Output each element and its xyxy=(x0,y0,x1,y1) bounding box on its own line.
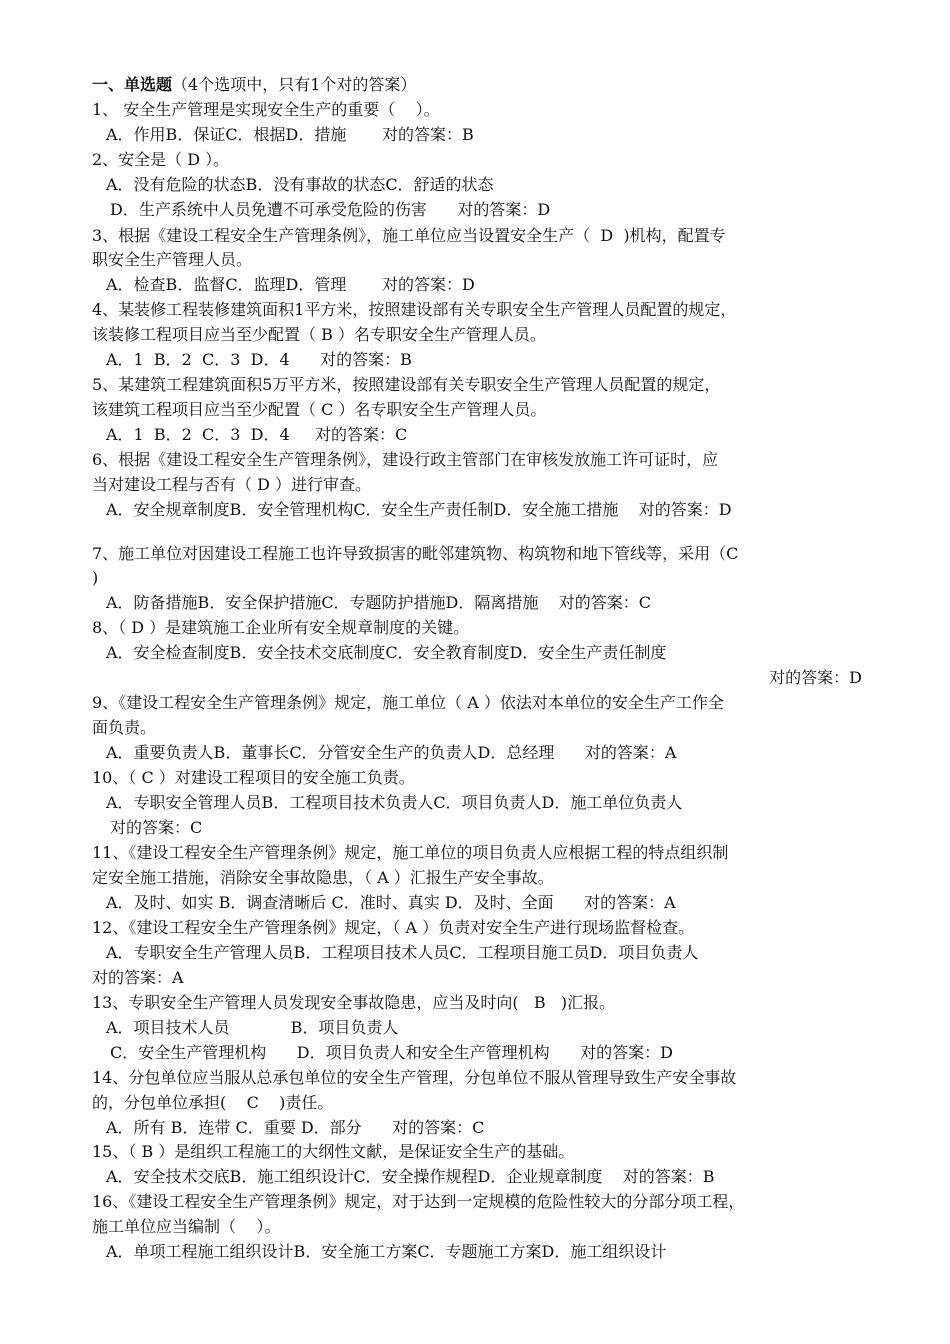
question-14-options: A．所有 B．连带 C．重要 D．部分 对的答案：C xyxy=(106,1118,485,1137)
question-12-stem: 12、《建设工程安全生产管理条例》规定，（ A ）负责对安全生产进行现场监督检查。 xyxy=(92,918,695,937)
question-8-answer: 对的答案：D xyxy=(769,668,862,687)
question-7-stem: 7、施工单位对因建设工程施工也许导致损害的毗邻建筑物、构筑物和地下管线等，采用（C xyxy=(92,544,739,563)
section-note: （4个选项中，只有1个对的答案） xyxy=(172,75,417,94)
question-5-options: A．1 B．2 C．3 D．4 对的答案：C xyxy=(106,425,408,444)
question-5-stem-cont: 该建筑工程项目应当至少配置（ C ）名专职安全生产管理人员。 xyxy=(92,400,547,419)
question-6-options: A．安全规章制度B．安全管理机构C．安全生产责任制D．安全施工措施 对的答案：D xyxy=(106,500,732,519)
question-3-options: A．检查B．监督C．监理D．管理 对的答案：D xyxy=(106,275,475,294)
question-4-stem-cont: 该装修工程项目应当至少配置（ B ）名专职安全生产管理人员。 xyxy=(92,325,546,344)
question-9-stem: 9、《建设工程安全生产管理条例》规定，施工单位（ A ）依法对本单位的安全生产工作全 xyxy=(92,693,724,712)
question-8-stem: 8、（ D ）是建筑施工企业所有安全规章制度的关键。 xyxy=(92,618,470,637)
question-1-options: A．作用B．保证C．根据D．措施 对的答案：B xyxy=(106,125,474,144)
question-8-options: A．安全检查制度B．安全技术交底制度C．安全教育制度D．安全生产责任制度 xyxy=(106,643,667,662)
question-4-stem: 4、某装修工程装修建筑面积1平方米，按照建设部有关专职安全生产管理人员配置的规定， xyxy=(92,300,737,319)
question-6-stem-cont: 当对建设工程与否有（ D ）进行审查。 xyxy=(92,475,372,494)
question-9-stem-cont: 面负责。 xyxy=(92,718,157,737)
question-10-options: A．专职安全管理人员B．工程项目技术负责人C．项目负责人D．施工单位负责人 xyxy=(106,793,683,812)
question-3-stem-cont: 职安全生产管理人员。 xyxy=(92,250,253,269)
question-16-options: A．单项工程施工组织设计B．安全施工方案C．专题施工方案D．施工组织设计 xyxy=(106,1242,667,1261)
question-3-stem: 3、根据《建设工程安全生产管理条例》，施工单位应当设置安全生产（ D )机构，配置专 xyxy=(92,226,726,245)
question-6-stem: 6、根据《建设工程安全生产管理条例》，建设行政主管部门在审核发放施工许可证时，应 xyxy=(92,450,719,469)
section-heading xyxy=(92,73,416,97)
question-4-options: A．1 B．2 C．3 D．4 对的答案：B xyxy=(106,350,412,369)
question-11-options: A．及时、如实 B．调查清晰后 C．准时、真实 D．及时、全面 对的答案：A xyxy=(106,893,676,912)
question-13-options-b: C．安全生产管理机构 D．项目负责人和安全生产管理机构 对的答案：D xyxy=(110,1043,673,1062)
question-14-stem: 14、分包单位应当服从总承包单位的安全生产管理，分包单位不服从管理导致生产安全事故 xyxy=(92,1068,737,1087)
question-10-answer: 对的答案：C xyxy=(110,818,203,837)
question-13-stem: 13、专职安全生产管理人员发现安全事故隐患，应当及时向( B )汇报。 xyxy=(92,993,616,1012)
question-12-options: A．专职安全生产管理人员B．工程项目技术人员C．工程项目施工员D．项目负责人 xyxy=(106,943,699,962)
question-13-options-a: A．项目技术人员 B．项目负责人 xyxy=(106,1018,399,1037)
question-1-stem: 1、 安全生产管理是实现安全生产的重要（ ）。 xyxy=(92,100,440,119)
question-7-stem-cont: ) xyxy=(92,568,99,587)
section-title: 一、单选题 xyxy=(92,75,173,94)
question-10-stem: 10、（ C ）对建设工程项目的安全施工负责。 xyxy=(92,768,415,787)
question-15-stem: 15、（ B ）是组织工程施工的大纲性文献，是保证安全生产的基础。 xyxy=(92,1142,575,1161)
question-5-stem: 5、某建筑工程建筑面积5万平方米，按照建设部有关专职安全生产管理人员配置的规定， xyxy=(92,375,721,394)
question-14-stem-cont: 的，分包单位承担( C )责任。 xyxy=(92,1093,334,1112)
question-16-stem-cont: 施工单位应当编制（ ）。 xyxy=(92,1217,281,1236)
question-12-answer: 对的答案：A xyxy=(92,968,184,987)
question-9-options: A．重要负责人B．董事长C．分管安全生产的负责人D．总经理 对的答案：A xyxy=(106,743,677,762)
question-7-options: A．防备措施B．安全保护措施C．专题防护措施D．隔离措施 对的答案：C xyxy=(106,593,651,612)
question-11-stem-cont: 定安全施工措施，消除安全事故隐患，（ A ）汇报生产安全事故。 xyxy=(92,868,554,887)
question-2-options-b: D．生产系统中人员免遭不可承受危险的伤害 对的答案：D xyxy=(110,200,551,219)
question-16-stem: 16、《建设工程安全生产管理条例》规定，对于达到一定规模的危险性较大的分部分项工程， xyxy=(92,1192,745,1211)
question-11-stem: 11、《建设工程安全生产管理条例》规定，施工单位的项目负责人应根据工程的特点组织制 xyxy=(92,843,729,862)
question-2-stem: 2、安全是（ D ）。 xyxy=(92,150,230,169)
question-15-options: A．安全技术交底B．施工组织设计C．安全操作规程D．企业规章制度 对的答案：B xyxy=(106,1167,715,1186)
question-2-options-a: A．没有危险的状态B．没有事故的状态C．舒适的状态 xyxy=(106,175,494,194)
